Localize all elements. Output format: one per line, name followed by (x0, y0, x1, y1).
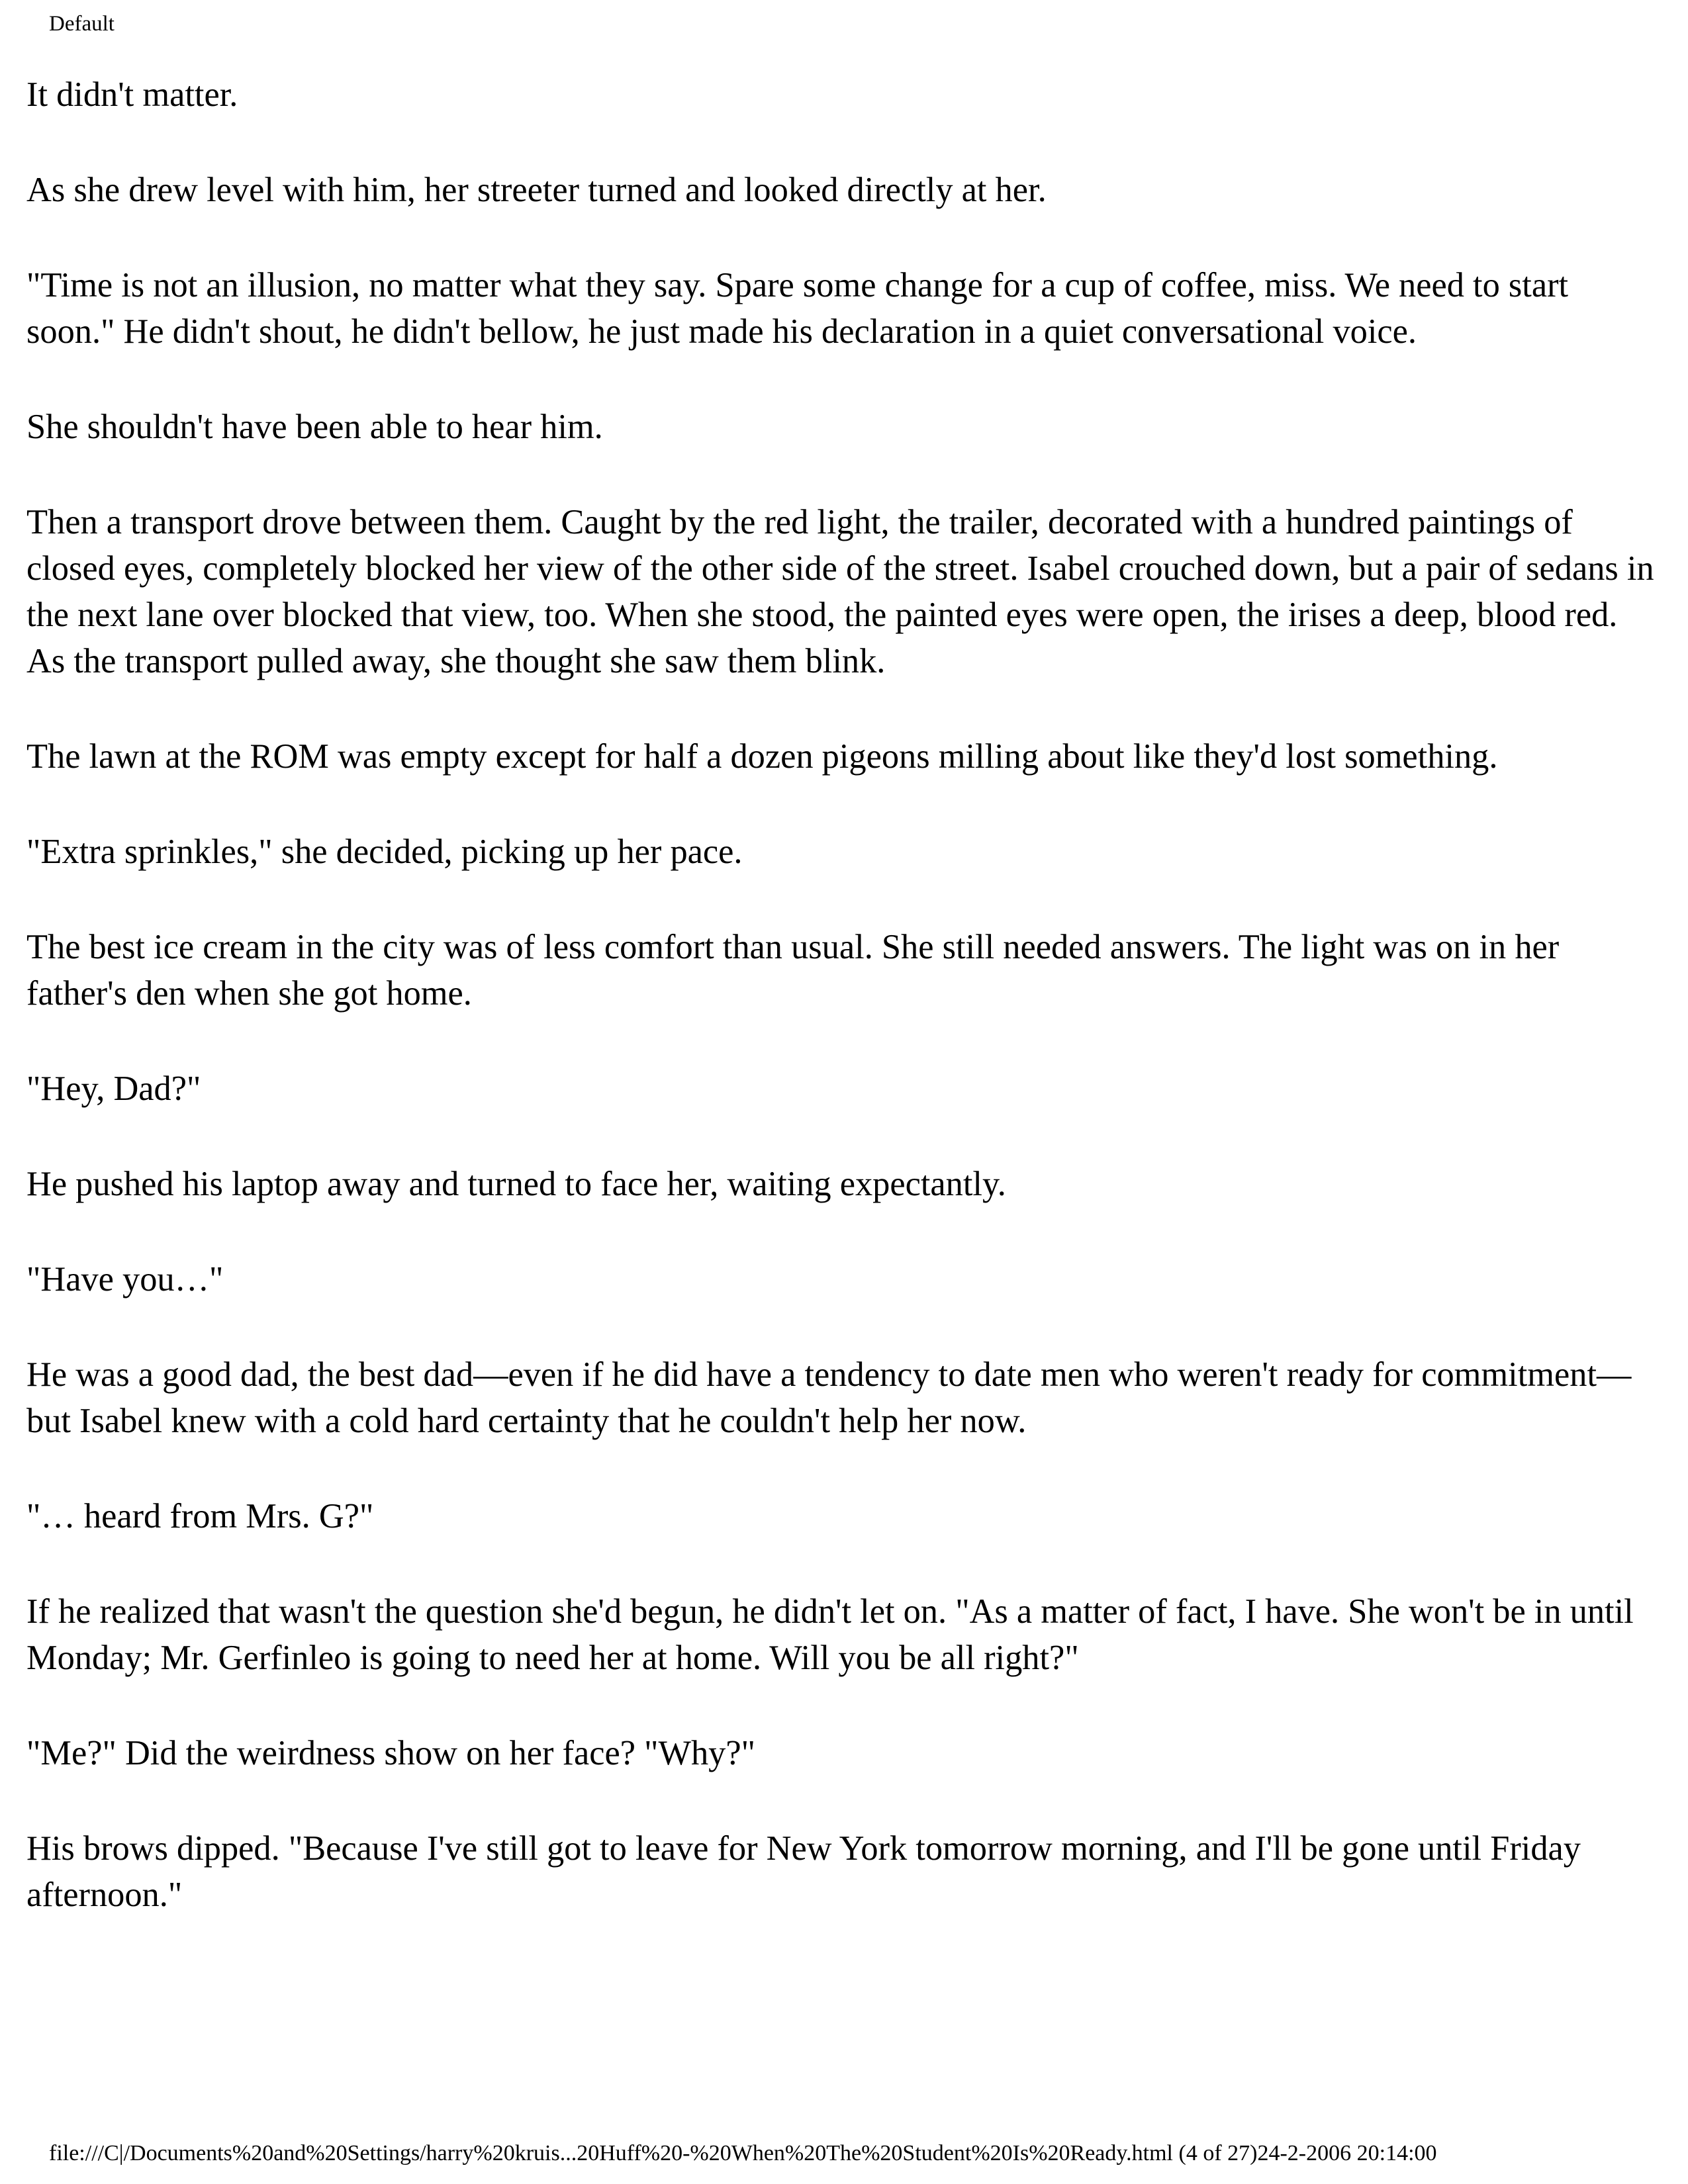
paragraph: As she drew level with him, her streeter turned and looked directly at her. (26, 171, 1047, 209)
paragraph: His brows dipped. "Because I've still got to leave for New York tomorrow morning, and I'll be gone until Friday afternoon." (26, 1829, 1581, 1914)
paragraph: "Have you…" (26, 1260, 224, 1298)
paragraph: He pushed his laptop away and turned to face her, waiting expectantly. (26, 1165, 1006, 1203)
page-footer-url: file:///C|/Documents%20and%20Settings/harry%20kruis...20Huff%20-%20When%20The%20Student%20Is%20Ready.html (4 of 27)24-2-2006 20:14:00 (49, 2141, 1437, 2165)
paragraph: Then a transport drove between them. Caught by the red light, the trailer, decorated with a hundred paintings of closed eyes, completely blocked her view of the other side of the street. Isabel crouched down, but a pair of sedans in the next lane over blocked that view, too. When she stood, the painted eyes were open, the irises a deep, blood red. As the transport pulled away, she thought she saw them blink. (26, 503, 1654, 680)
paragraph: She shouldn't have been able to hear him. (26, 408, 603, 446)
paragraph: The lawn at the ROM was empty except for half a dozen pigeons milling about like they'd lost something. (26, 737, 1498, 776)
paragraph: "Time is not an illusion, no matter what they say. Spare some change for a cup of coffee, miss. We need to start soon." He didn't shout, he didn't bellow, he just made his declaration in a quiet conversational voice. (26, 266, 1569, 351)
document-body (26, 71, 1662, 1967)
paragraph: "Extra sprinkles," she decided, picking up her pace. (26, 833, 743, 871)
page-header-title: Default (49, 12, 115, 36)
paragraph: It didn't matter. (26, 75, 238, 114)
paragraph: "Hey, Dad?" (26, 1069, 201, 1108)
paragraph: "Me?" Did the weirdness show on her face? "Why?" (26, 1734, 755, 1772)
paragraph: He was a good dad, the best dad—even if he did have a tendency to date men who weren't ready for commitment— but Isabel knew with a cold hard certainty that he couldn't help her now. (26, 1355, 1632, 1440)
paragraph: "… heard from Mrs. G?" (26, 1497, 374, 1535)
paragraph: The best ice cream in the city was of less comfort than usual. She still needed answers. The light was on in her father's den when she got home. (26, 928, 1560, 1013)
paragraph: If he realized that wasn't the question she'd begun, he didn't let on. "As a matter of fact, I have. She won't be in until Monday; Mr. Gerfinleo is going to need her at home. Will you be all right?" (26, 1592, 1634, 1677)
